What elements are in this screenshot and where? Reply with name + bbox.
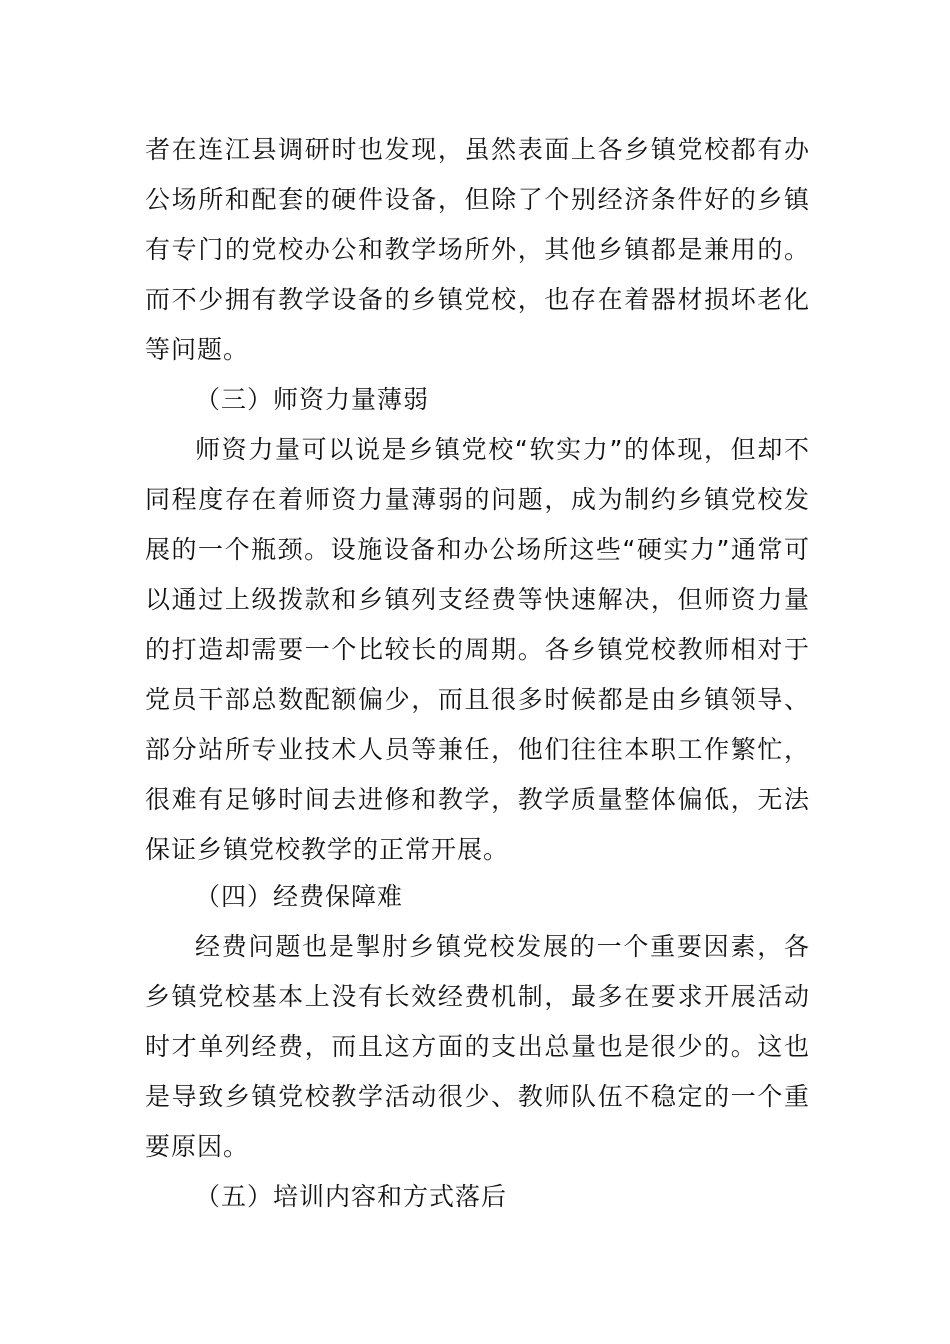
paragraph-2-line-1: 师资力量可以说是乡镇党校“软实力”的体现，但却不	[195, 435, 810, 464]
paragraph-1-line-5: 等问题。	[145, 335, 250, 364]
paragraph-3-line-4: 是导致乡镇党校教学活动很少、教师队伍不稳定的一个重	[145, 1082, 810, 1111]
paragraph-2-line-2: 同程度存在着师资力量薄弱的问题，成为制约乡镇党校发	[145, 485, 810, 514]
paragraph-1-line-1: 者在连江县调研时也发现，虽然表面上各乡镇党校都有办	[145, 135, 810, 164]
paragraph-1-line-3: 有专门的党校办公和教学场所外，其他乡镇都是兼用的。	[145, 235, 810, 264]
section-heading-4: （四）经费保障难	[195, 882, 404, 911]
paragraph-2-line-4: 以通过上级拨款和乡镇列支经费等快速解决，但师资力量	[145, 585, 810, 614]
paragraph-3-line-1: 经费问题也是掣肘乡镇党校发展的一个重要因素，各	[195, 932, 810, 961]
paragraph-2-line-5: 的打造却需要一个比较长的周期。各乡镇党校教师相对于	[145, 635, 810, 664]
paragraph-3-line-2: 乡镇党校基本上没有长效经费机制，最多在要求开展活动	[145, 982, 810, 1011]
section-heading-5: （五）培训内容和方式落后	[195, 1182, 508, 1211]
paragraph-2-line-9: 保证乡镇党校教学的正常开展。	[145, 835, 510, 864]
paragraph-2-line-7: 部分站所专业技术人员等兼任，他们往往本职工作繁忙，	[145, 735, 810, 764]
paragraph-1-line-2: 公场所和配套的硬件设备，但除了个别经济条件好的乡镇	[145, 185, 810, 214]
paragraph-3-line-3: 时才单列经费，而且这方面的支出总量也是很少的。这也	[145, 1032, 810, 1061]
section-heading-3: （三）师资力量薄弱	[195, 385, 430, 414]
paragraph-1-line-4: 而不少拥有教学设备的乡镇党校，也存在着器材损坏老化	[145, 285, 810, 314]
paragraph-2-line-6: 党员干部总数配额偏少，而且很多时候都是由乡镇领导、	[145, 685, 810, 714]
paragraph-2-line-8: 很难有足够时间去进修和教学，教学质量整体偏低，无法	[145, 785, 810, 814]
paragraph-3-line-5: 要原因。	[145, 1132, 250, 1161]
paragraph-2-line-3: 展的一个瓶颈。设施设备和办公场所这些“硬实力”通常可	[145, 535, 810, 564]
